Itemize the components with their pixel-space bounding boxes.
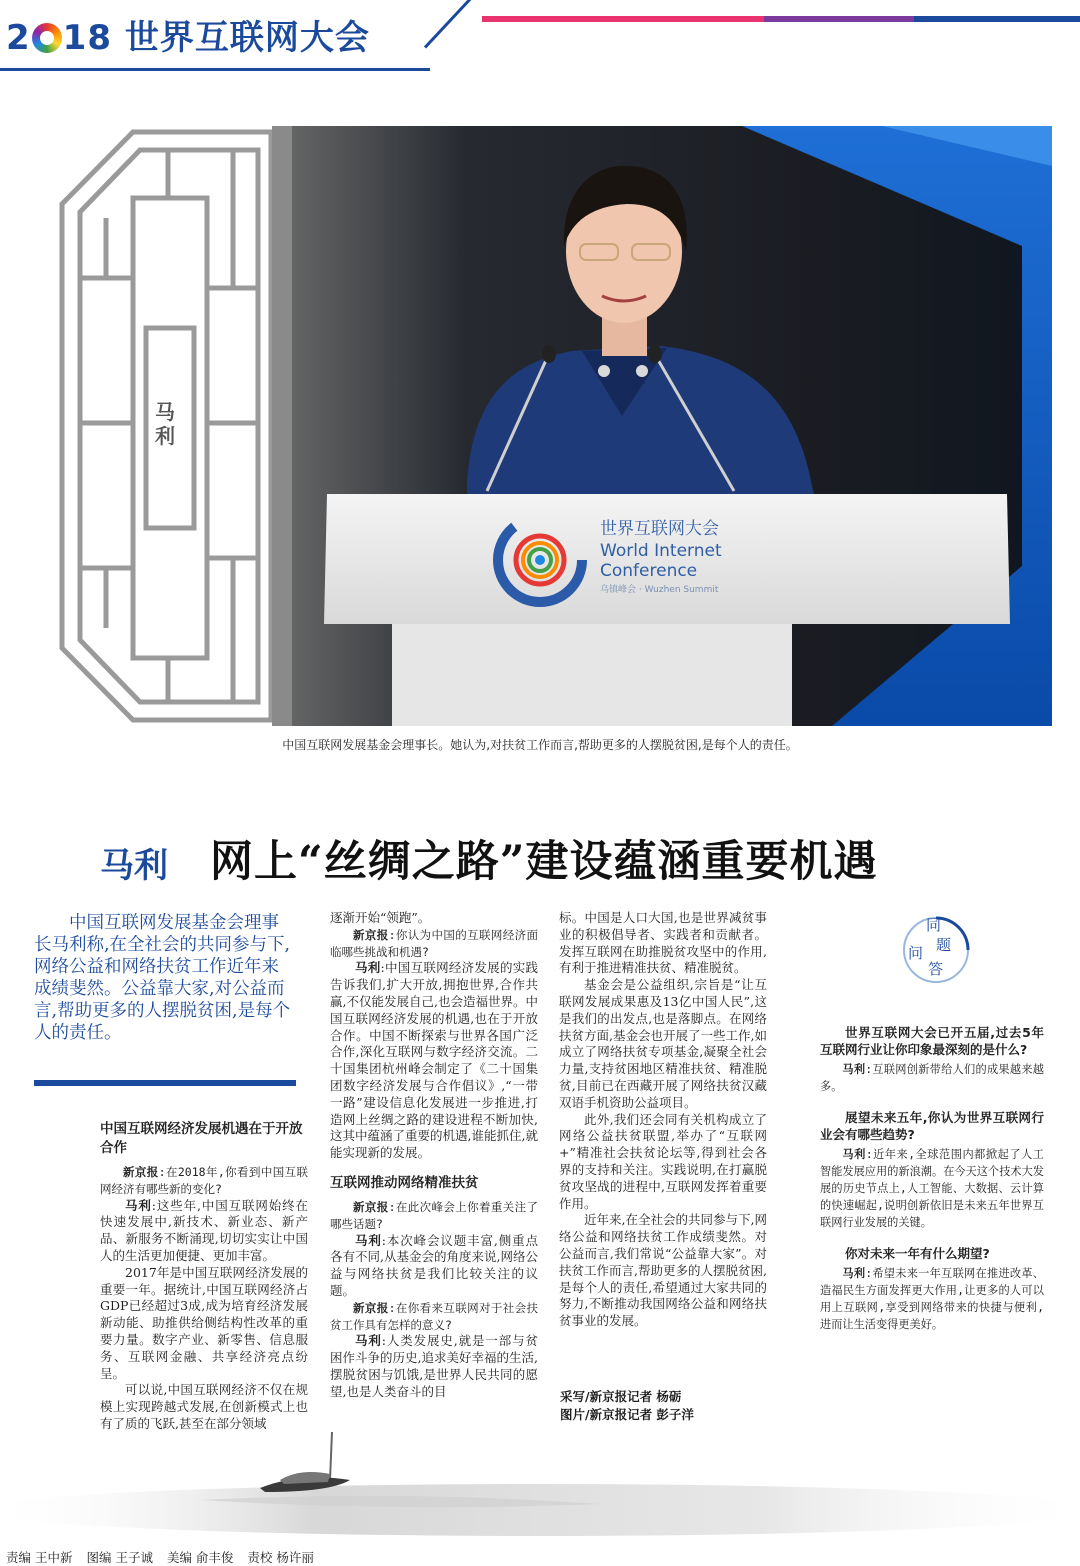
speaker-label: 马利 — [355, 960, 381, 976]
qa-column — [820, 1010, 1044, 1333]
answer-text: :互联网创新带给人们的成果越来越多。 — [820, 1063, 1044, 1093]
podium-summit-line: 乌镇峰会 · Wuzhen Summit — [600, 585, 719, 595]
headline-person-name: 马利 — [100, 846, 168, 886]
reporter-credit: 采写/新京报记者 杨砺 — [560, 1389, 682, 1404]
page-footer-staff — [6, 1548, 324, 1566]
body-paragraph: 此外,我们还会同有关机构成立了网络公益扶贫联盟,举办了“互联网+”精准社会扶贫论坛等,得到社会各界的支持和关注。实践说明,在打赢脱贫攻坚战的进程中,互联网发挥着重要作用。 — [559, 1111, 767, 1211]
podium-en-line1: World Internet — [600, 541, 722, 561]
article-column-3 — [559, 910, 767, 1330]
headline: 网上“丝绸之路”建设蕴涵重要机遇 — [210, 837, 878, 887]
header-rule — [0, 68, 430, 71]
qa-answer — [820, 1061, 1044, 1095]
header-band-blue — [914, 16, 1080, 22]
header-band-pink — [482, 16, 764, 22]
qa-badge-icon — [896, 908, 976, 988]
section-heading-1: 中国互联网经济发展机遇在于开放合作 — [100, 1121, 303, 1156]
footer-photo-editor: 图编 王子诚 — [86, 1550, 153, 1565]
header-band-purple — [764, 16, 914, 22]
masthead-logo — [6, 10, 370, 59]
body-paragraph: 2017年是中国互联网经济发展的重要一年。据统计,中国互联网经济占GDP已经超过3成,成为培育经济发展新动能、助推供给侧结构性改革的重要力量。数字产业、新零售、信息服务、互联网金融、共享经济亮点纷呈。 — [100, 1264, 308, 1381]
photographer-credit: 图片/新京报记者 彭子洋 — [560, 1407, 694, 1422]
body-paragraph: 近年来,在全社会的共同参与下,网络公益和网络扶贫工作成绩斐然。对公益而言,我们常说“公益靠大家”。对扶贫工作而言,帮助更多的人摆脱贫困,是每个人的责任,希望通过大家共同的努力,不断推动我国网络公益和网络扶贫事业的发展。 — [559, 1212, 767, 1329]
ink-wash-boat-illustration — [0, 1420, 1080, 1545]
article-column-2 — [330, 910, 538, 1401]
footer-proofreader: 责校 杨许丽 — [247, 1550, 314, 1565]
speaker-label: 新京报 — [123, 1165, 159, 1179]
conference-ring-icon — [32, 23, 62, 53]
question-paragraph — [330, 1300, 538, 1334]
footer-art-editor: 美编 俞丰俊 — [166, 1550, 234, 1565]
answer-paragraph — [330, 960, 538, 1162]
answer-paragraph — [100, 1198, 308, 1265]
question-text: :在此次峰会上你着重关注了哪些话题? — [330, 1199, 538, 1231]
footer-editor: 责编 王中新 — [6, 1550, 73, 1565]
answer-text: :人类发展史,就是一部与贫困作斗争的历史,追求美好幸福的生活,摆脱贫困与饥饿,是世界人民共同的愿望,也是人类奋斗的目 — [330, 1333, 538, 1399]
body-paragraph-continued: 标。中国是人口大国,也是世界减贫事业的积极倡导者、实践者和贡献者。发挥互联网在助推脱贫攻坚中的作用,有利于推进精准扶贫、精准脱贫。 — [559, 910, 767, 976]
article-credits — [560, 1388, 694, 1424]
question-text: :在你看来互联网对于社会扶贫工作具有怎样的意义? — [330, 1300, 538, 1332]
qa-question: 你对未来一年有什么期望? — [845, 1246, 990, 1261]
logo-year-suffix: 18 — [62, 18, 112, 58]
podium-cn-title: 世界互联网大会 — [600, 519, 719, 539]
answer-text: :近年来,全球范围内都掀起了人工智能发展应用的新浪潮。在今天这个技术大发展的历史节点上,人工智能、大数据、云计算的快速崛起,说明创新依旧是未来五年世界互联网行业发展的关键。 — [820, 1148, 1044, 1229]
question-paragraph — [330, 1199, 538, 1233]
lead-rule — [34, 1080, 296, 1086]
question-paragraph — [330, 927, 538, 961]
article-column-1 — [100, 1108, 308, 1433]
badge-char-wen: 问 — [908, 944, 924, 962]
logo-year-prefix: 2 — [6, 18, 31, 58]
speaker-label: 马利 — [355, 1232, 382, 1248]
lead-paragraph: 中国互联网发展基金会理事长马利称,在全社会的共同参与下,网络公益和网络扶贫工作近年来成绩斐然。公益靠大家,对公益而言,帮助更多的人摆脱贫困,是每个人的责任。 — [34, 913, 291, 1043]
answer-text: :本次峰会议题丰富,侧重点各有不同,从基金会的角度来说,网络公益与网络扶贫是我们比较关注的议题。 — [330, 1232, 538, 1298]
body-paragraph-continued: 逐渐开始“领跑”。 — [330, 910, 431, 925]
answer-paragraph — [330, 1233, 538, 1300]
qa-answer — [820, 1146, 1044, 1231]
answer-paragraph — [330, 1333, 538, 1400]
qa-question: 世界互联网大会已开五届,过去5年互联网行业让你印象最深刻的是什么? — [820, 1025, 1044, 1057]
body-paragraph: 基金会是公益组织,宗旨是“让互联网发展成果惠及13亿中国人民”,这是我们的出发点,也是落脚点。在网络扶贫方面,基金会也开展了一些工作,如成立了网络扶贫专项基金,凝聚全社会力量,支持贫困地区精准扶贫、精准脱贫,目前已在西藏开展了网络扶贫汉藏双语手机资助公益项目。 — [559, 977, 767, 1110]
speaker-label: 新京报 — [353, 1300, 389, 1315]
question-text: :你认为中国的互联网经济面临哪些挑战和机遇? — [330, 927, 538, 959]
speaker-photo — [272, 126, 1052, 726]
badge-char-ti: 题 — [936, 936, 952, 954]
speaker-label: 新京报 — [353, 927, 389, 942]
answer-text: :希望未来一年互联网在推进改革、造福民生方面发挥更大作用,让更多的人可以用上互联网,享受到网络带来的快捷与便利,进而让生活变得更美好。 — [820, 1267, 1044, 1331]
profile-name-vertical: 马利 — [155, 400, 175, 448]
badge-char-da: 答 — [928, 960, 944, 978]
speaker-label: 马利 — [355, 1333, 382, 1349]
header-rule-diagonal — [424, 0, 474, 49]
logo-title: 世界互联网大会 — [124, 18, 370, 58]
speaker-label: 马利 — [125, 1197, 152, 1213]
answer-text: :中国互联网经济发展的实践告诉我们,扩大开放,拥抱世界,合作共赢,不仅能发展自己,也会造福世界。中国互联网经济发展的机遇,也在于开放合作。中国不断探索与世界各国广泛合作,深化互联网与数字经济交流。二十国集团杭州峰会制定了《二十国集团数字经济发展与合作倡议》,“一带一路”建设信息化发展进一步推进,打造网上丝绸之路的建设进程不断加快,这其中蕴涵了重要的机遇,谁能抓住,就能实现新的发展。 — [330, 960, 538, 1161]
question-text: :在2018年,你看到中国互联网经济有哪些新的变化? — [100, 1165, 308, 1196]
speaker-label: 马利 — [842, 1267, 866, 1280]
qa-answer — [820, 1265, 1044, 1333]
badge-char-tong: 同 — [926, 916, 942, 934]
question-paragraph — [100, 1164, 308, 1198]
photo-caption: 中国互联网发展基金会理事长。她认为,对扶贫工作而言,帮助更多的人摆脱贫困,是每个人的责任。 — [282, 738, 798, 752]
answer-text: :这些年,中国互联网始终在快速发展中,新技术、新业态、新产品、新服务不断涌现,切切实实让中国人的生活更加便捷、更加丰富。 — [100, 1197, 308, 1263]
podium-en-line2: Conference — [600, 561, 698, 581]
qa-question: 展望未来五年,你认为世界互联网行业会有哪些趋势? — [820, 1110, 1044, 1142]
body-paragraph: 可以说,中国互联网经济不仅在规模上实现跨越式发展,在创新模式上也有了质的飞跃,甚至在部分领域 — [100, 1382, 308, 1431]
section-heading-2: 互联网推动网络精准扶贫 — [330, 1174, 479, 1191]
speaker-label: 马利 — [842, 1063, 866, 1076]
speaker-label: 新京报 — [353, 1199, 389, 1214]
speaker-label: 马利 — [842, 1148, 866, 1161]
